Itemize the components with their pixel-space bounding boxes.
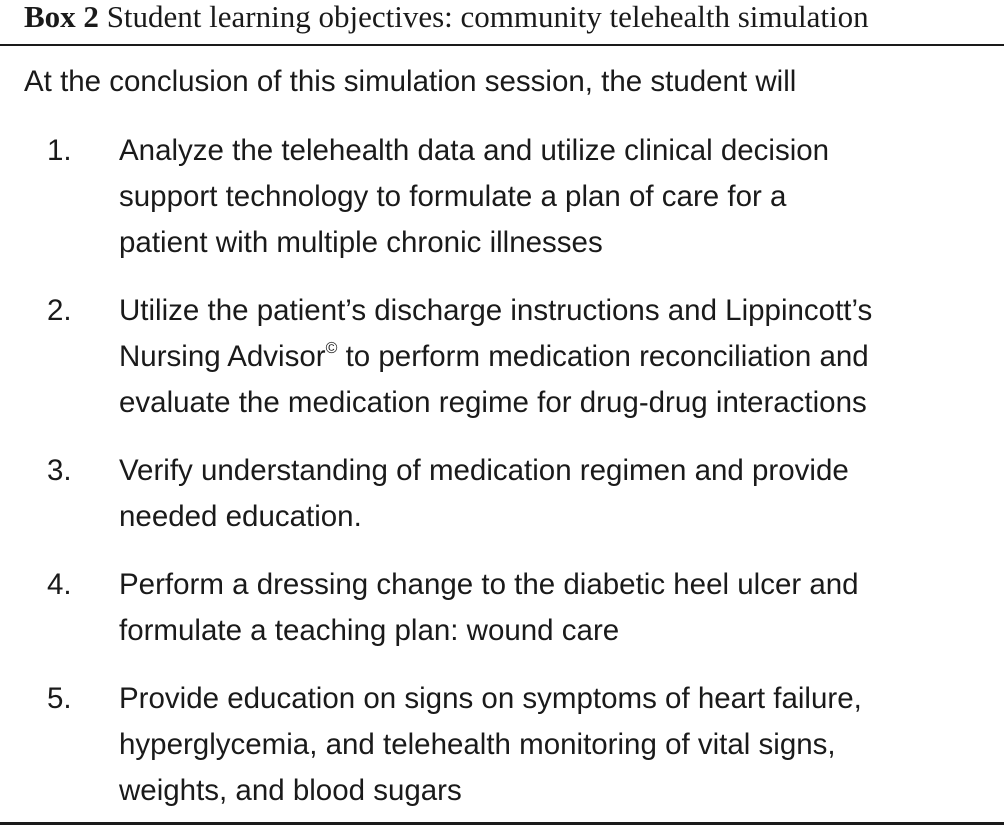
objective-line: Provide education on signs on symptoms of heart failure,	[119, 682, 862, 715]
objective-text	[119, 448, 999, 540]
objective-text	[119, 676, 999, 814]
objective-item	[0, 448, 1004, 540]
objective-item	[0, 562, 1004, 654]
objectives-list	[0, 128, 1004, 836]
objective-line: support technology to formulate a plan of care for a	[119, 180, 787, 213]
objective-number: 1.	[47, 134, 72, 167]
objective-item	[0, 676, 1004, 814]
objective-line: evaluate the medication regime for drug-drug interactions	[119, 386, 867, 419]
copyright-mark: ©	[325, 340, 338, 357]
objective-line: patient with multiple chronic illnesses	[119, 226, 603, 259]
objective-number: 4.	[47, 568, 72, 601]
bottom-rule	[0, 822, 1004, 825]
objective-text	[119, 562, 999, 654]
objective-line: Utilize the patient’s discharge instructions and Lippincott’s	[119, 294, 873, 327]
objective-text	[119, 128, 999, 266]
box-title	[24, 0, 869, 34]
objective-number: 3.	[47, 454, 72, 487]
box-title-text: Student learning objectives: community telehealth simulation	[106, 0, 869, 34]
objective-number: 5.	[47, 682, 72, 715]
objective-line: weights, and blood sugars	[119, 774, 462, 807]
objective-line: needed education.	[119, 500, 362, 533]
objective-line: Perform a dressing change to the diabetic heel ulcer and	[119, 568, 859, 601]
top-rule	[0, 44, 1004, 46]
objective-line: Analyze the telehealth data and utilize clinical decision	[119, 134, 830, 167]
objective-number: 2.	[47, 294, 72, 327]
box-label: Box 2	[24, 0, 99, 34]
objective-line	[119, 334, 999, 380]
objective-item	[0, 288, 1004, 426]
product-name: Nursing Advisor	[119, 340, 326, 373]
objective-line: formulate a teaching plan: wound care	[119, 614, 620, 647]
objective-line: Verify understanding of medication regimen and provide	[119, 454, 849, 487]
objective-item	[0, 128, 1004, 266]
objective-text	[119, 288, 999, 426]
objective-line: hyperglycemia, and telehealth monitoring of vital signs,	[119, 728, 836, 761]
objective-line-rest: to perform medication reconciliation and	[337, 340, 869, 373]
intro-text: At the conclusion of this simulation session, the student will	[24, 65, 797, 98]
